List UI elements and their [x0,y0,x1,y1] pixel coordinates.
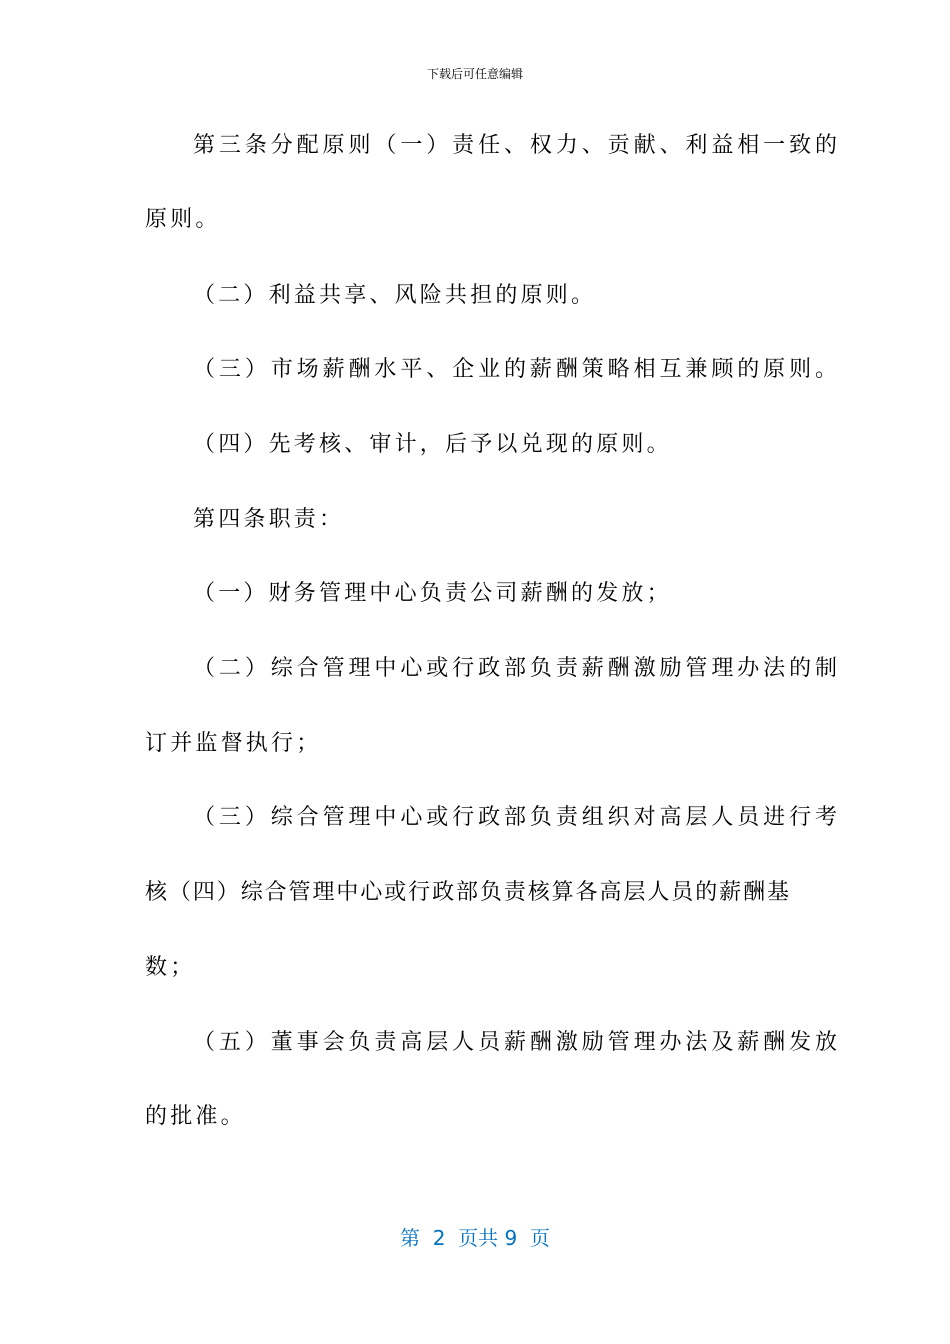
paragraph-line: 数； [145,955,196,980]
paragraph-line: （二）利益共享、风险共担的原则。 [193,283,597,308]
paragraph-line: 核（四）综合管理中心或行政部负责核算各高层人员的薪酬基 [145,880,789,905]
page-number-footer: 第 2 页共 9 页 [400,1226,550,1250]
paragraph-line: 第三条分配原则（一）责任、权力、贡献、利益相一致的 [193,133,837,158]
paragraph-line: 订并监督执行； [145,731,322,756]
paragraph-line: （二）综合管理中心或行政部负责薪酬激励管理办法的制 [193,656,837,681]
paragraph-line: 的批准。 [145,1104,246,1129]
paragraph-line: 第四条职责： [193,507,345,532]
paragraph-line: （三）综合管理中心或行政部负责组织对高层人员进行考 [193,805,837,830]
paragraph-line: （四）先考核、审计，后予以兑现的原则。 [193,432,672,457]
paragraph-line: 原则。 [145,207,221,232]
paragraph-line: （一）财务管理中心负责公司薪酬的发放； [193,581,672,606]
paragraph-line: （五）董事会负责高层人员薪酬激励管理办法及薪酬发放 [193,1030,837,1055]
page-header: 下载后可任意编辑 [426,67,523,81]
paragraph-line: （三）市场薪酬水平、企业的薪酬策略相互兼顾的原则。 [193,357,837,382]
